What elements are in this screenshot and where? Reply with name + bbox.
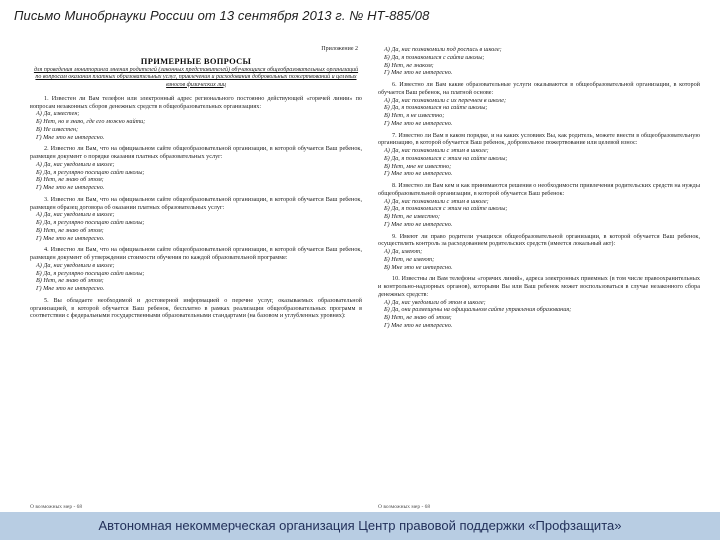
slide-title: Письмо Минобрнауки России от 13 сентября 2013 г. № НТ-885/08 (14, 8, 430, 23)
question-block (378, 182, 700, 229)
right-question-list (374, 46, 704, 330)
question-text: 4. Известно ли Вам, что на официальном сайте общеобразовательной организации, в которой обучается Ваш ребенок, размещен документ об утверждении стоимости обучения по каждой образовательной программе: (30, 246, 362, 262)
answer-option: В) Нет, мне не известно; (384, 162, 452, 170)
answer-option: А) Да, нас уведомили в школе; (36, 211, 115, 219)
footer-bar (0, 512, 720, 540)
answer-option: Б) Да, я познакомился с этим на сайте школы; (384, 205, 508, 213)
answer-option: В) Нет, не знаком; (384, 61, 434, 69)
answer-option: Г) Мне это не интересно. (36, 184, 105, 192)
question-block (378, 81, 700, 128)
question-text: 10. Известны ли Вам телефоны «горячих линий», адреса электронных приемных (в том числе правоохранительных и контрольно-надзорных органов), которыми Вы или Ваш ребенок может воспользоваться в случае незаконного сбора денежных средств: (378, 275, 700, 298)
answer-option: А) Да, имеют; (384, 248, 423, 255)
answer-option: Б) Да, они размещены на официальном сайте управления образования; (384, 306, 572, 314)
answer-option: В) Нет, не известно; (384, 213, 440, 220)
answer-option: Б) Да, я регулярно посещаю сайт школы; (36, 269, 145, 277)
answer-option: Г) Мне это не интересно. (384, 119, 453, 127)
right-document-page (374, 46, 704, 512)
answer-option: В) Нет, не знаю об этом; (36, 176, 104, 184)
question-text: 1. Известен ли Вам телефон или электронный адрес регионального постоянно действующей «горячей линии» по вопросам незаконных сборов денежных средств в общеобразовательных организациях: (30, 94, 362, 110)
answer-option: Б) Да, я регулярно посещаю сайт школы; (36, 168, 145, 176)
answer-option: Б) Да, я регулярно посещаю сайт школы; (36, 219, 145, 227)
question-text: 3. Известно ли Вам, что на официальном сайте общеобразовательной организации, в которой обучается Ваш ребенок, размещен образец договора об оказании платных образовательных услуг: (30, 195, 362, 211)
answer-option: Б) Нет, но я знаю, где его можно найти; (36, 118, 146, 126)
question-text: 5. Вы обладаете необходимой и достоверной информацией о перечне услуг, оказываемых образовательной организацией, в которой обучается Ваш ребенок, бесплатно в рамках реализации общеобразовательных программ в соответствии с федеральными государственными образовательными стандартами (на базовом и углубленных уровнях): (30, 296, 362, 320)
page-footnote: О возможных мер - 68 (30, 504, 83, 510)
question-text: 2. Известно ли Вам, что на официальном сайте общеобразовательной организации, в которой обучается Ваш ребенок, размещен документ о порядке оказания платных образовательных услуг: (30, 145, 362, 161)
document-subtitle: для проведения мониторинга мнения родителей (законных представителей) обучающихся общеобразовательных организаций по вопросам оказания платных образовательных услуг, привлечения и расходования добровольных пожертвований и целевых взносов физических лиц (33, 67, 359, 88)
answer-option: А) Да, нас познакомили с этим в школе; (384, 197, 489, 205)
answer-option: В) Нет, не знаю об этом; (36, 277, 104, 285)
answer-option: Г) Мне это не интересно. (36, 133, 105, 141)
question-text: 9. Имеют ли право родители учащихся общеобразовательной организации, в которой обучается Ваш ребенок, осуществлять контроль за расходованием родительских средств (имеется локальный акт): (378, 232, 700, 248)
answer-option: А) Да, нас познакомили с их перечнем в школе; (384, 96, 507, 104)
answer-option: А) Да, нас уведомили в школе; (36, 160, 115, 168)
answer-option: Г) Мне это не интересно. (384, 220, 453, 228)
question-block (30, 95, 362, 142)
answer-option: В) Нет, не знаю об этом; (384, 314, 452, 321)
answer-option: В) Мне это не интересно. (384, 263, 453, 271)
answer-option: В) Не известен; (36, 125, 79, 133)
answer-option: Г) Мне это не интересно. (384, 321, 453, 329)
left-document-page (26, 46, 366, 512)
question-text: 7. Известно ли Вам в каком порядке, и на каких условиях Вы, как родитель, можете внести в общеобразовательную организацию, в которой обучается Ваш ребенок, добровольное пожертвование или целевой взнос: (378, 131, 700, 147)
answer-option: Г) Мне это не интересно. (384, 170, 453, 178)
answer-option: Б) Да, я познакомился на сайте школы; (384, 104, 488, 112)
answer-option: В) Нет, не знаю об этом; (36, 226, 104, 234)
answer-option: А) Да, нас уведомили об этом в школе; (384, 298, 486, 306)
answer-option: А) Да, известен; (36, 110, 80, 118)
answer-option: Б) Да, я познакомился с сайта школы; (384, 53, 485, 61)
answer-option: Б) Нет, не имеют; (384, 255, 435, 263)
question-block (30, 196, 362, 243)
question-text: 6. Известно ли Вам какие образовательные услуги оказываются в общеобразовательной организации, в которой обучается Ваш ребенок, на платной основе: (378, 81, 700, 96)
answer-option: А) Да, нас уведомили в школе; (36, 261, 115, 269)
answer-option: А) Да, нас познакомили с этим в школе; (384, 147, 489, 154)
footer-text: Автономная некоммерческая организация Центр правовой поддержки «Профзащита» (98, 518, 622, 533)
answer-option: Г) Мне это не интересно. (36, 234, 105, 242)
answer-option: Г) Мне это не интересно. (36, 285, 105, 293)
question-block (378, 46, 700, 77)
left-question-list (26, 95, 366, 320)
question-text: 8. Известно ли Вам кем и как принимаются решения о необходимости привлечения родительских средств на нужды общеобразовательной организации, в которой обучается Ваш ребенок: (378, 182, 700, 197)
appendix-label: Приложение 2 (321, 46, 358, 52)
answer-option: Б) Да, я познакомился с этим на сайте школы; (384, 154, 508, 162)
document-title: ПРИМЕРНЫЕ ВОПРОСЫ (140, 56, 252, 66)
answer-option: Г) Мне это не интересно. (384, 69, 453, 77)
question-block (378, 233, 700, 272)
question-block (30, 246, 362, 293)
answer-option: А) Да, нас познакомили под роспись в школе; (384, 46, 502, 53)
page-footnote: О возможных мер - 68 (378, 504, 431, 510)
answer-option: В) Нет, я не известно; (384, 112, 445, 119)
question-block (30, 297, 362, 320)
question-block (378, 275, 700, 329)
question-block (378, 132, 700, 179)
question-block (30, 145, 362, 192)
